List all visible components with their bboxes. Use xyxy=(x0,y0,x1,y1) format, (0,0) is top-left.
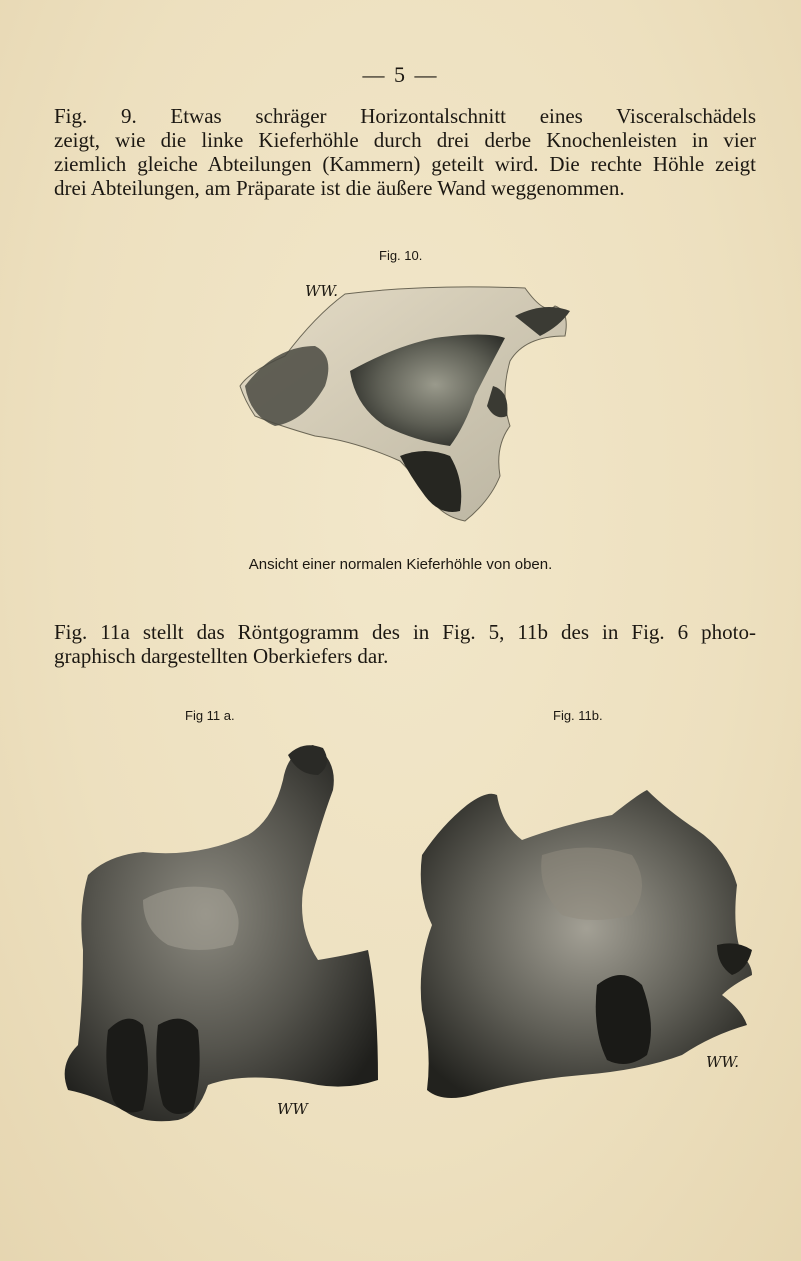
text-line: zeigt, wie die linke Kieferhöhle durch drei derbe Knochenleisten in vier xyxy=(54,128,756,152)
figure-11b-signature: WW. xyxy=(706,1053,739,1071)
page-number: — 5 — xyxy=(362,62,439,87)
text-line: drei Abteilungen, am Präparate ist die äußere Wand weggenommen. xyxy=(54,176,625,200)
figure-11a-signature: WW xyxy=(277,1100,308,1118)
text-line: Fig. 11a stellt das Röntgogramm des in Fig. 5, 11b des in Fig. 6 photo- xyxy=(54,620,756,644)
paragraph-figure-11 xyxy=(54,620,756,668)
figure-11b-label: Fig. 11b. xyxy=(553,708,603,723)
text-line: graphisch dargestellten Oberkiefers dar. xyxy=(54,644,389,668)
text-line: Fig. 9. Etwas schräger Horizontalschnitt eines Visceralschädels xyxy=(54,104,756,128)
figure-10-image xyxy=(225,276,585,531)
figure-10-caption: Ansicht einer normalen Kieferhöhle von oben. xyxy=(248,556,553,573)
figure-11a-image xyxy=(48,740,383,1125)
figure-11a-label: Fig 11 a. xyxy=(185,708,235,723)
figure-10-signature: WW. xyxy=(305,282,338,300)
figure-10-label: Fig. 10. xyxy=(379,248,423,263)
paragraph-figure-9 xyxy=(54,104,756,200)
text-line: ziemlich gleiche Abteilungen (Kammern) geteilt wird. Die rechte Höhle zeigt xyxy=(54,152,756,176)
